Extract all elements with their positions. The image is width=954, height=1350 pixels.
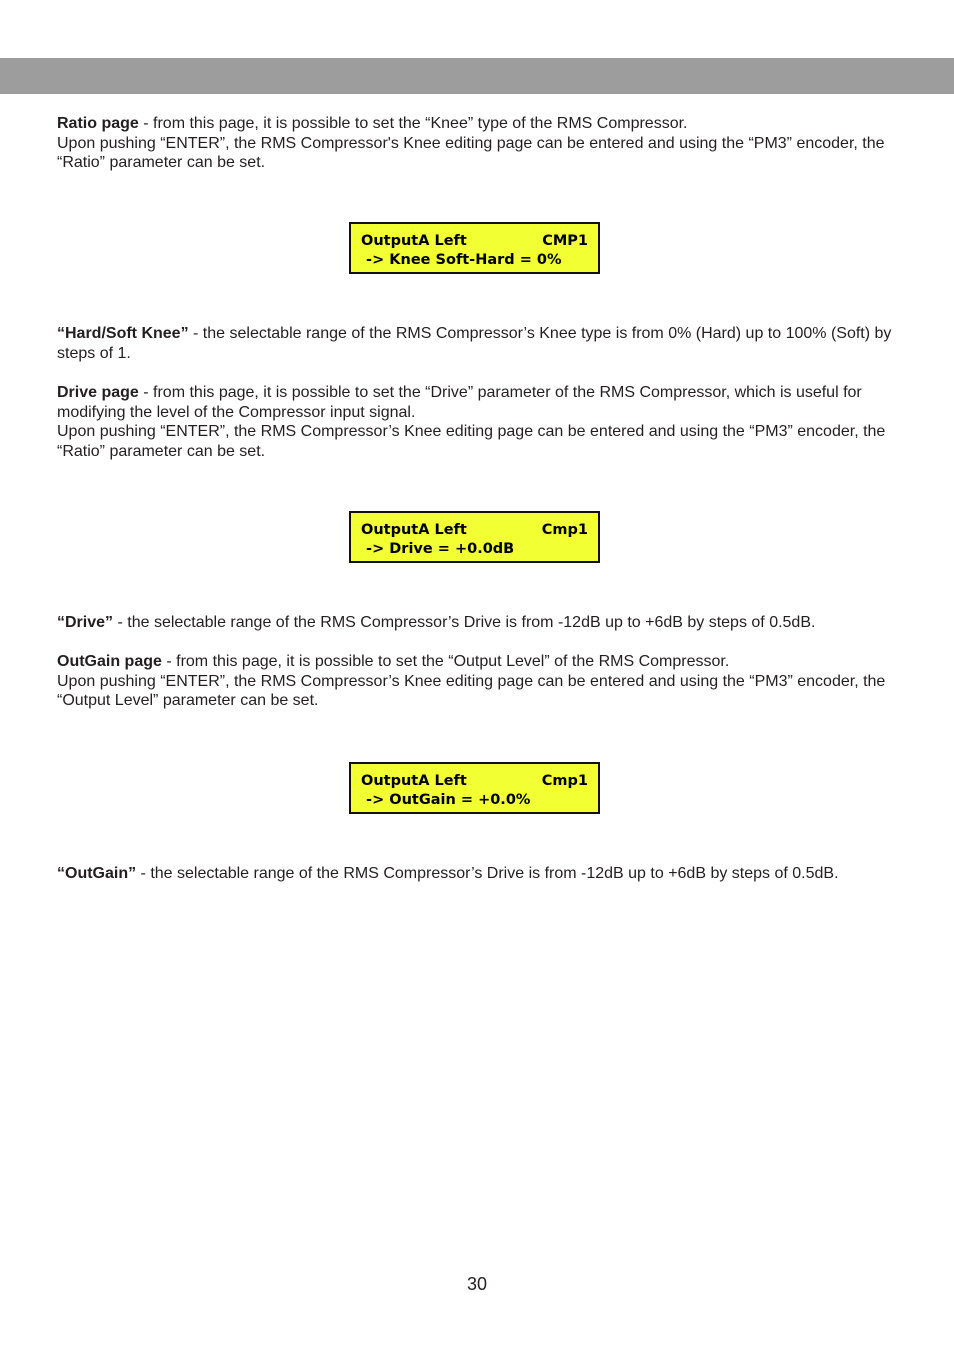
lcd-line-2: -> Knee Soft-Hard = 0% xyxy=(361,252,562,268)
drive-page-heading: Drive page xyxy=(57,384,139,401)
lcd-line-1: OutputA Left xyxy=(361,522,467,538)
outgain-page-paragraph xyxy=(57,652,897,711)
lcd-tag: CMP1 xyxy=(542,233,588,249)
lcd-tag: Cmp1 xyxy=(541,522,588,538)
drive-page-paragraph xyxy=(57,383,897,461)
header-bar xyxy=(0,58,954,94)
lcd-display-knee xyxy=(349,222,600,274)
drive-paragraph xyxy=(57,613,897,633)
drive-page-enter-text: Upon pushing “ENTER”, the RMS Compressor’s Knee editing page can be entered and using the “PM3” encoder, the “Ratio” parameter can be set. xyxy=(57,423,886,460)
lcd-line-2: -> OutGain = +0.0% xyxy=(361,792,531,808)
ratio-page-enter-text: Upon pushing “ENTER”, the RMS Compressor's Knee editing page can be entered and using the “PM3” encoder, the “Ratio” parameter can be set. xyxy=(57,134,885,172)
lcd-display-drive xyxy=(349,511,600,563)
outgain-heading: “OutGain” xyxy=(57,865,137,882)
outgain-text: - the selectable range of the RMS Compressor’s Drive is from -12dB up to +6dB by steps of 0.5dB. xyxy=(136,865,839,882)
lcd-tag: Cmp1 xyxy=(541,773,588,789)
lcd-display-outgain xyxy=(349,762,600,814)
lcd-line-2: -> Drive = +0.0dB xyxy=(361,541,515,557)
hard-soft-knee-text: - the selectable range of the RMS Compressor’s Knee type is from 0% (Hard) up to 100% (Soft) by steps of 1. xyxy=(57,325,892,362)
drive-heading: “Drive” xyxy=(57,614,114,631)
drive-text: - the selectable range of the RMS Compressor’s Drive is from -12dB up to +6dB by steps of 0.5dB. xyxy=(113,614,816,631)
outgain-page-heading: OutGain page xyxy=(57,653,162,670)
hard-soft-knee-paragraph xyxy=(57,324,897,363)
drive-page-text: - from this page, it is possible to set the “Drive” parameter of the RMS Compressor, which is useful for modifying the level of the Compressor input signal. xyxy=(57,384,862,421)
lcd-line-1: OutputA Left xyxy=(361,773,467,789)
ratio-page-paragraph xyxy=(57,114,897,173)
ratio-page-heading: Ratio page xyxy=(57,115,139,132)
outgain-page-enter-text: Upon pushing “ENTER”, the RMS Compressor’s Knee editing page can be entered and using the “PM3” encoder, the “Output Level” parameter can be set. xyxy=(57,672,886,710)
outgain-paragraph xyxy=(57,864,897,884)
lcd-line-1: OutputA Left xyxy=(361,233,467,249)
page-number: 30 xyxy=(466,1274,488,1294)
ratio-page-text: - from this page, it is possible to set the “Knee” type of the RMS Compressor. xyxy=(138,115,688,132)
outgain-page-text: - from this page, it is possible to set the “Output Level” of the RMS Compressor. xyxy=(161,653,730,670)
hard-soft-knee-heading: “Hard/Soft Knee” xyxy=(57,325,189,342)
